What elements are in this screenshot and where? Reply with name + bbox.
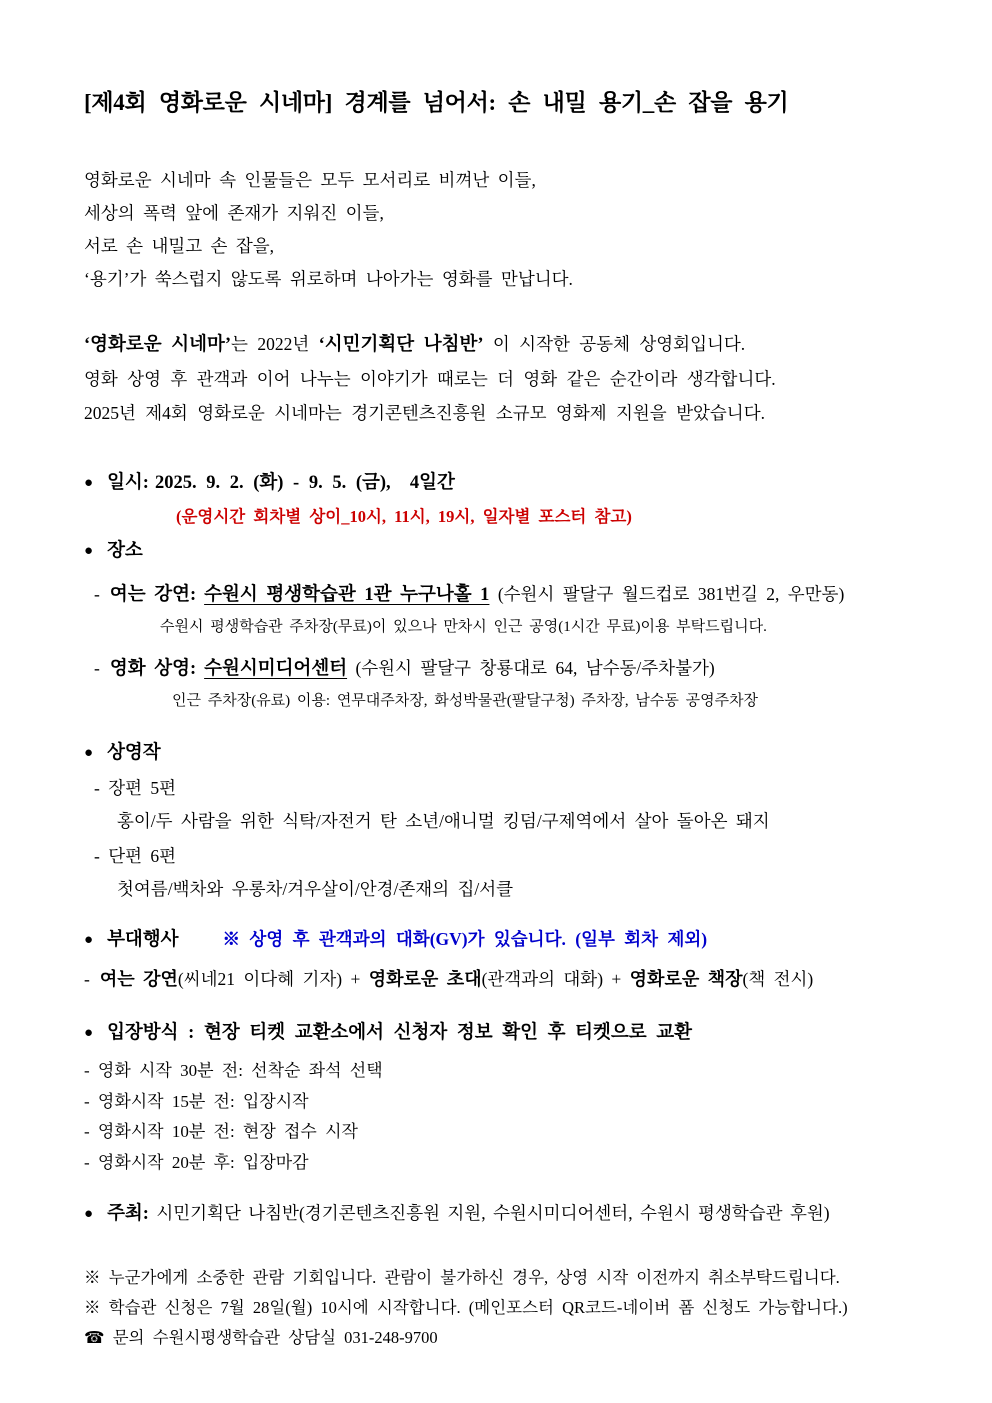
intro-line-2: 세상의 폭력 앞에 존재가 지워진 이들, <box>84 203 384 223</box>
entry-item-2: - 영화시작 15분 전: 입장시작 <box>84 1091 309 1111</box>
host-section <box>84 1196 910 1231</box>
entry-heading-label: 입장방식 : 현장 티켓 교환소에서 신청자 정보 확인 후 티켓으로 교환 <box>107 1023 692 1043</box>
bullet-icon: ● <box>84 1025 94 1041</box>
document-title: [제4회 영화로운 시네마] 경계를 넘어서: 손 내밀 용기_손 잡을 용기 <box>84 90 789 115</box>
schedule-section <box>84 466 910 534</box>
venue-item-label: 영화 상영: <box>109 659 197 679</box>
short-films-label: - 단편 6편 <box>94 846 177 866</box>
side-event-invite-detail: (관객과의 대화) + <box>481 969 630 989</box>
side-events-heading-label: 부대행사 <box>107 930 179 950</box>
phone-icon: ☎ <box>84 1328 105 1347</box>
venue-heading-label: 장소 <box>107 541 143 561</box>
footer-note-1: ※ 누군가에게 소중한 관람 기회입니다. 관람이 불가하신 경우, 상영 시작 이전까지 취소부탁드립니다. <box>84 1268 840 1287</box>
schedule-value: 2025. 9. 2. (화) - 9. 5. (금), 4일간 <box>154 473 455 493</box>
films-heading-label: 상영작 <box>107 743 161 763</box>
intro-line-4: ‘용기’가 쑥스럽지 않도록 위로하며 나아가는 영화를 만납니다. <box>84 269 573 289</box>
footer-note-2: ※ 학습관 신청은 7월 28일(월) 10시에 시작합니다. (메인포스터 QR코드-네이버 폼 신청도 가능합니다.) <box>84 1298 848 1317</box>
about-line-1 <box>84 327 910 362</box>
films-heading <box>84 736 910 770</box>
dash: - <box>84 969 90 989</box>
about-text-1: 는 2022년 <box>231 334 319 354</box>
bullet-icon: ● <box>84 932 94 948</box>
side-events-section <box>84 922 910 996</box>
venue-item-name: 수원시 평생학습관 1관 누구나홀 1 <box>204 585 490 605</box>
venue-item-label: 여는 강연: <box>109 585 197 605</box>
intro-paragraph <box>84 164 910 296</box>
schedule-label: 일시: <box>107 473 149 493</box>
side-events-heading <box>84 922 910 957</box>
bullet-icon: ● <box>84 1206 94 1222</box>
about-paragraph <box>84 327 910 430</box>
bullet-icon: ● <box>84 543 94 559</box>
venue-item-detail: (수원시 팔달구 창룡대로 64, 남수동/주차불가) <box>347 658 715 678</box>
venue-section <box>84 534 910 716</box>
side-event-invite: 영화로운 초대 <box>368 969 482 989</box>
bullet-icon: ● <box>84 745 94 761</box>
intro-line-1: 영화로운 시네마 속 인물들은 모두 모서리로 비껴난 이들, <box>84 170 536 190</box>
schedule-note: (운영시간 회차별 상이_10시, 11시, 19시, 일자별 포스터 참고) <box>176 507 632 526</box>
about-bold-cinema: ‘영화로운 시네마’ <box>84 335 232 355</box>
intro-line-3: 서로 손 내밀고 손 잡을, <box>84 236 275 256</box>
side-event-bookshelf: 영화로운 책장 <box>629 969 743 989</box>
host-label: 주최: <box>107 1204 149 1224</box>
footer-contact: 문의 수원시평생학습관 상담실 031-248-9700 <box>112 1328 438 1347</box>
side-event-lecture: 여는 강연 <box>99 969 178 989</box>
films-section <box>84 736 910 906</box>
schedule-heading <box>84 466 910 500</box>
gv-note: ※ 상영 후 관객과의 대화(GV)가 있습니다. (일부 회차 제외) <box>222 929 708 949</box>
about-line-3: 2025년 제4회 영화로운 시네마는 경기콘텐츠진흥원 소규모 영화제 지원을 받았습니다. <box>84 403 765 423</box>
bullet-icon: ● <box>84 475 94 491</box>
host-line <box>84 1196 910 1231</box>
entry-item-3: - 영화시작 10분 전: 현장 접수 시작 <box>84 1122 358 1141</box>
venue-item-lecture <box>84 577 910 612</box>
feature-films-label: - 장편 5편 <box>94 778 177 798</box>
about-line-2: 영화 상영 후 관객과 이어 나누는 이야기가 때로는 더 영화 같은 순간이라 생각합니다. <box>84 369 776 389</box>
short-films-titles: 첫여름/백차와 우롱차/겨우살이/안경/존재의 집/서클 <box>117 879 514 899</box>
venue-item-detail: (수원시 팔달구 월드컵로 381번길 2, 우만동) <box>489 584 845 604</box>
entry-section <box>84 1016 910 1178</box>
venue-item-parking-note: 인근 주차장(유료) 이용: 연무대주차장, 화성박물관(팔달구청) 주차장, 남수동 공영주차장 <box>172 693 759 709</box>
side-events-line <box>84 962 910 996</box>
side-event-bookshelf-detail: (책 전시) <box>742 969 814 989</box>
venue-item-name: 수원시미디어센터 <box>204 659 348 679</box>
entry-item-1: - 영화 시작 30분 전: 선착순 좌석 선택 <box>84 1061 383 1080</box>
dash: - <box>94 658 100 678</box>
venue-heading <box>84 534 910 568</box>
footer-contact-line <box>84 1323 910 1353</box>
host-value: 시민기획단 나침반(경기콘텐츠진흥원 지원, 수원시미디어센터, 수원시 평생학습관 후원) <box>148 1203 830 1223</box>
entry-heading <box>84 1016 910 1050</box>
entry-item-4: - 영화시작 20분 후: 입장마감 <box>84 1152 309 1172</box>
footer-notes <box>84 1263 910 1353</box>
entry-items <box>84 1056 910 1178</box>
about-bold-group: ‘시민기획단 나침반’ <box>318 335 484 355</box>
feature-films-titles: 홍이/두 사람을 위한 식탁/자전거 탄 소년/애니멀 킹덤/구제역에서 살아 돌아온 돼지 <box>117 811 770 831</box>
side-event-lecture-detail: (씨네21 이다혜 기자) + <box>177 969 369 989</box>
venue-item-screening <box>84 651 910 686</box>
about-text-2: 이 시작한 공동체 상영회입니다. <box>483 334 746 354</box>
venue-item-parking-note: 수원시 평생학습관 주차장(무료)이 있으나 만차시 인근 공영(1시간 무료)이용 부탁드립니다. <box>160 619 767 635</box>
dash: - <box>94 584 100 604</box>
